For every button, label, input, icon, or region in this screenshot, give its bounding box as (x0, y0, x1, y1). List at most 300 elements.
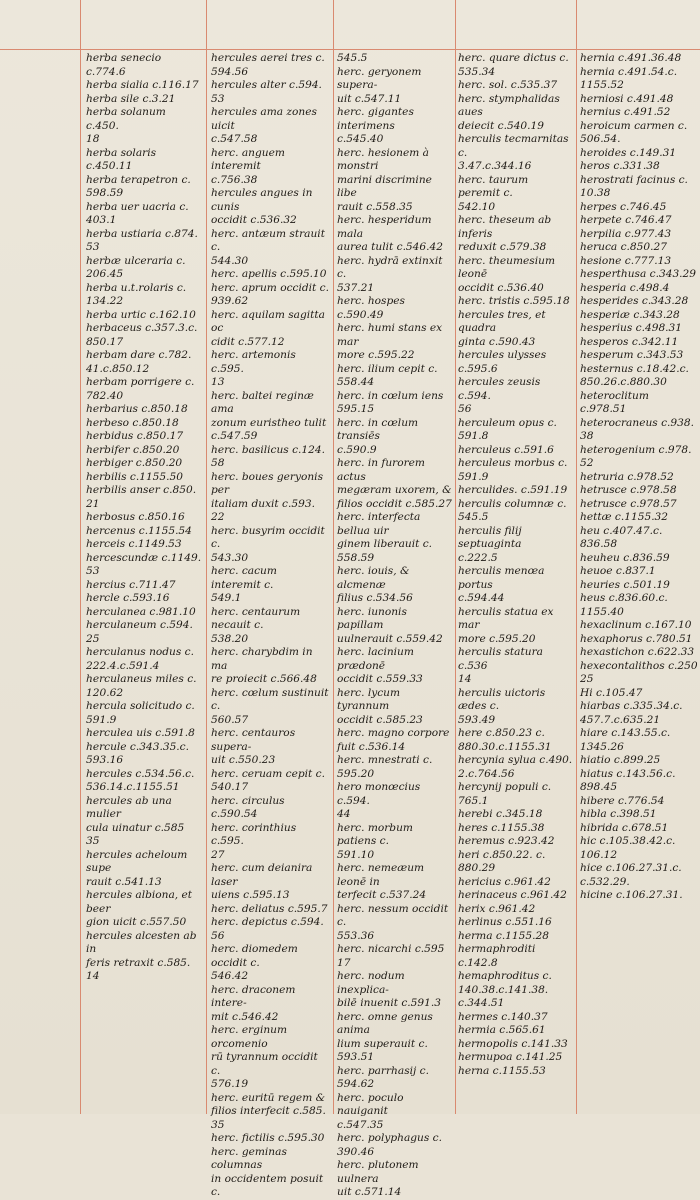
index-entry-line: hesperthusa c.343.29 (580, 268, 697, 280)
index-column-4 (458, 52, 573, 1078)
index-entry-line: herna c.1155.53 (458, 1064, 546, 1077)
index-entry-line: herculaneum c.594. (86, 619, 193, 631)
index-entry-line: herpete c.746.47 (580, 214, 672, 226)
index-entry-line: herculis statura c.536 (458, 646, 547, 672)
index-entry-line: hibla c.398.51 (580, 808, 657, 820)
index-entry-line: 545.5 (458, 511, 489, 523)
index-entry-line: 535.34 (458, 65, 496, 78)
index-entry-line: herba urtic c.162.10 (86, 308, 196, 321)
index-entry-line: herc. centauros supera- (211, 727, 299, 753)
index-entry-line: ginem liberauit c. (337, 538, 433, 550)
index-entry-line: marini discrimine libe (337, 173, 436, 199)
index-entry-line: occidit c.536.40 (458, 281, 544, 294)
index-entry-line: c.590.9 (337, 443, 377, 456)
index-entry-line: c.547.35 (337, 1118, 384, 1131)
index-entry-line: herc. depictus c.594. (211, 916, 324, 928)
index-entry-line: hercules aerei tres c. (211, 52, 325, 64)
index-entry-line: megæram uxorem, & (337, 484, 452, 496)
index-entry-line: herba ustiaria c.874. (86, 227, 198, 240)
index-entry-line: aurea tulit c.546.42 (337, 241, 444, 253)
index-entry-line: c.344.51 (458, 997, 505, 1009)
index-entry-line: hesperiæ c.343.28 (580, 308, 680, 321)
index-entry-line: 14 (458, 673, 472, 685)
index-entry-line: 939.62 (211, 295, 249, 307)
index-entry-line: herbeso c.850.18 (86, 416, 179, 429)
index-entry-line: gion uicit c.557.50 (86, 916, 187, 928)
index-entry-line: heremus c.923.42 (458, 835, 555, 847)
index-entry-line: herbosus c.850.16 (86, 511, 185, 523)
index-entry-line: 1155.52 (580, 79, 624, 91)
index-entry-line: hicine c.106.27.31. (580, 889, 683, 901)
index-entry-line: herc. poculo nauiganit (337, 1091, 407, 1117)
index-entry-line: c.547.59 (211, 430, 258, 442)
index-entry-line: 542.10 (458, 200, 496, 213)
index-entry-line: Hi c.105.47 (580, 686, 643, 699)
index-entry-line: 13 (211, 376, 225, 388)
index-entry-line: herba sialia c.116.17 (86, 79, 199, 91)
index-entry-line: hercules ama zones uicit (211, 106, 321, 132)
index-entry-line: hiarbas c.335.34.c. (580, 700, 683, 712)
index-entry-line: herc. taurum peremit c. (458, 173, 532, 199)
index-entry-line: uit c.550.23 (211, 754, 276, 766)
index-entry-line: hemaphroditus c. (458, 970, 552, 982)
index-entry-line: 53 (86, 241, 100, 253)
index-entry-line: hetruria c.978.52 (580, 470, 674, 483)
index-entry-line: zonum euristheo tulit (211, 416, 327, 429)
index-entry-line: 18 (86, 133, 100, 145)
index-entry-line: herc. nicarchi c.595 (337, 943, 445, 955)
column-ruling-5 (576, 0, 577, 1114)
index-entry-line: 593.16 (86, 754, 124, 766)
index-entry-line: fuit c.536.14 (337, 740, 406, 753)
index-entry-line: cidit c.577.12 (211, 335, 285, 348)
index-entry-line: hercenus c.1155.54 (86, 524, 192, 537)
index-entry-line: occidit c.559.33 (337, 673, 423, 685)
index-entry-line: herc. busyrim occidit c. (211, 524, 329, 550)
index-entry-line: 595.20 (337, 767, 375, 780)
index-entry-line: 120.62 (86, 686, 124, 699)
index-entry-line: 56 (458, 403, 472, 415)
index-entry-line: herix c.961.42 (458, 902, 536, 915)
index-entry-line: c.545.40 (337, 133, 384, 145)
index-entry-line: 1155.40 (580, 605, 624, 618)
index-entry-line: 52 (580, 457, 594, 469)
index-entry-line: herba solaris c.450.11 (86, 146, 160, 172)
index-entry-line: hermes c.140.37 (458, 1010, 548, 1023)
index-entry-line: herc. antæum strauit c. (211, 227, 329, 253)
index-entry-line: herculeus c.591.6 (458, 443, 554, 456)
index-entry-line: herba solanum c.450. (86, 106, 170, 132)
index-entry-line: uulnerauit c.559.42 (337, 632, 443, 645)
index-entry-line: herbam dare c.782. (86, 349, 192, 361)
index-entry-line: 537.21 (337, 281, 375, 294)
index-entry-line: hercules ab una mulier (86, 794, 176, 820)
index-entry-line: heuheu c.836.59 (580, 551, 670, 564)
index-entry-line: herc. in cœlum iens (337, 389, 444, 402)
index-entry-line: herba uer uacria c. (86, 200, 189, 213)
index-entry-line: hermupoa c.141.25 (458, 1051, 563, 1063)
index-entry-line: occidit c.536.32 (211, 214, 297, 226)
index-entry-line: 53 (86, 565, 100, 577)
index-entry-line: 591.9 (86, 713, 117, 726)
index-entry-line: heuoe c.837.1 (580, 565, 656, 577)
index-entry-line: 1345.26 (580, 740, 624, 753)
index-entry-line: heterocraneus c.938. (580, 416, 694, 429)
index-entry-line: herc. lycum tyrannum (337, 686, 404, 712)
index-entry-line: occidit c.585.23 (337, 713, 423, 726)
index-entry-line: herlinus c.551.16 (458, 916, 552, 928)
index-entry-line: 543.30 (211, 551, 249, 564)
index-entry-line: herc. ceruam cepit c. (211, 767, 325, 780)
index-entry-line: filios occidit c.585.27 (337, 497, 452, 510)
index-entry-line: herculanus nodus c. (86, 646, 194, 658)
index-entry-line: more c.595.22 (337, 349, 415, 361)
index-entry-line: herpilia c.977.43 (580, 227, 672, 240)
index-entry-line: hernia c.491.54.c. (580, 65, 678, 78)
index-entry-line: 25 (86, 632, 100, 645)
index-entry-line: 403.1 (86, 214, 117, 226)
index-column-2 (211, 52, 332, 1200)
index-entry-line: herc. aquilam sagitta oc (211, 308, 329, 334)
index-entry-line: herc. charybdim in ma (211, 646, 316, 672)
index-entry-line: 782.40 (86, 389, 124, 402)
index-entry-line: hiatus c.143.56.c. (580, 767, 676, 780)
column-ruling-4 (455, 0, 456, 1114)
index-entry-line: uit c.547.11 (337, 92, 402, 105)
index-entry-line: 836.58 (580, 538, 618, 550)
index-entry-line: re proiecit c.566.48 (211, 673, 317, 685)
index-entry-line: italiam duxit c.593. (211, 497, 315, 510)
index-entry-line: hexastichon c.622.33 (580, 646, 695, 658)
column-ruling-3 (333, 0, 334, 1114)
index-entry-line: herculis columnæ c. (458, 497, 567, 510)
index-entry-line: herbam porrigere c. (86, 376, 195, 388)
index-entry-line: herc. diomedem occidit c. (211, 943, 302, 969)
index-entry-line: here c.850.23 c. (458, 727, 545, 739)
index-entry-line: 546.42 (211, 970, 249, 982)
index-entry-line: 545.5 (337, 52, 368, 64)
index-entry-line: herculides. c.591.19 (458, 484, 568, 496)
index-entry-line: 549.1 (211, 592, 242, 604)
index-entry-line: herc. erginum orcomenio (211, 1024, 291, 1050)
index-entry-line: herpes c.746.45 (580, 200, 667, 213)
index-entry-line: herba senecio c.774.6 (86, 52, 165, 78)
index-entry-line: 765.1 (458, 794, 489, 807)
index-entry-line: filios interfecit c.585. (211, 1105, 326, 1117)
index-entry-line: hernius c.491.52 (580, 106, 671, 118)
index-entry-line: herc. hospes c.590.49 (337, 295, 409, 321)
index-entry-line: 598.59 (86, 187, 124, 199)
index-entry-line: hercle c.593.16 (86, 592, 170, 604)
index-entry-line: 880.30.c.1155.31 (458, 740, 552, 753)
index-entry-line: terfecit c.537.24 (337, 889, 427, 901)
index-entry-line: 880.29 (458, 862, 496, 874)
index-entry-line: herc. draconem intere- (211, 983, 299, 1009)
index-entry-line: herculanea c.981.10 (86, 605, 196, 618)
index-entry-line: herc. geryonem supera- (337, 65, 425, 91)
index-entry-line: 21 (86, 497, 100, 510)
index-entry-line: herc. plutonem uulnera (337, 1159, 422, 1185)
index-entry-line: hercule c.343.35.c. (86, 740, 189, 753)
index-entry-line: hercescundæ c.1149. (86, 551, 202, 564)
index-entry-line: 544.30 (211, 254, 249, 267)
index-entry-line: herc. omne genus anima (337, 1010, 437, 1036)
index-entry-line: hermaphroditi c.142.8 (458, 943, 539, 969)
index-entry-line: 206.45 (86, 268, 124, 280)
index-entry-line: deiecit c.540.19 (458, 119, 545, 132)
index-entry-line: herc. boues geryonis per (211, 470, 327, 496)
column-ruling-1 (80, 0, 81, 1114)
index-entry-line: herc. iunonis papillam (337, 605, 411, 631)
index-entry-line: 595.15 (337, 403, 375, 415)
index-entry-line: 222.4.c.591.4 (86, 659, 160, 672)
index-entry-line: herbaceus c.357.3.c. (86, 322, 198, 334)
index-entry-line: herc. deliatus c.595.7 (211, 902, 328, 915)
index-entry-line: herbarius c.850.18 (86, 403, 188, 415)
index-entry-line: 558.44 (337, 376, 375, 388)
index-entry-line: herc. in cœlum transiēs (337, 416, 422, 442)
index-entry-line: herc. polyphagus c. (337, 1132, 442, 1144)
index-entry-line: uit c.571.14 (337, 1186, 402, 1198)
index-entry-line: hesperides c.343.28 (580, 295, 689, 307)
index-entry-line: hercules acheloum supe (86, 848, 191, 874)
index-entry-line: hesperum c.343.53 (580, 349, 684, 361)
index-entry-line: herbilis anser c.850. (86, 484, 197, 496)
index-entry-line: herc. sol. c.535.37 (458, 79, 558, 91)
index-entry-line: c.594.44 (458, 592, 505, 604)
index-entry-line: hetrusce c.978.57 (580, 497, 677, 510)
index-entry-line: herma c.1155.28 (458, 929, 549, 942)
index-entry-line: heres c.1155.38 (458, 821, 545, 834)
index-entry-line: herc. theumesium leonē (458, 254, 559, 280)
index-entry-line: herc. humi stans ex mar (337, 322, 446, 348)
index-entry-line: heruca c.850.27 (580, 241, 667, 253)
index-entry-line: 41.c.850.12 (86, 362, 150, 375)
index-entry-line: herc. euritū regem & (211, 1091, 326, 1104)
index-column-1 (86, 52, 202, 984)
index-entry-line: hercula solicitudo c. (86, 700, 195, 712)
index-entry-line: herc. anguem interemit (211, 146, 289, 172)
index-entry-line: hercius c.711.47 (86, 578, 176, 591)
index-entry-line: herc. ilium cepit c. (337, 362, 438, 375)
index-entry-line: herebi c.345.18 (458, 808, 543, 820)
index-entry-line: hermopolis c.141.33 (458, 1037, 568, 1050)
index-entry-line: ginta c.590.43 (458, 335, 536, 348)
index-entry-line: 558.59 (337, 551, 375, 564)
index-entry-line: hercules ulysses c.595.6 (458, 349, 550, 375)
index-entry-line: 506.54. (580, 133, 621, 145)
index-entry-line: herc. quare dictus c. (458, 52, 569, 64)
index-entry-line: hesperia c.498.4 (580, 281, 670, 294)
index-entry-line: 35 (86, 835, 100, 847)
index-entry-line: more c.595.20 (458, 632, 536, 645)
index-entry-line: feris retraxit c.585. (86, 956, 191, 969)
index-entry-line: hesternus c.18.42.c. (580, 362, 689, 375)
index-entry-line: herc. hydrā extinxit c. (337, 254, 446, 280)
index-entry-line: herc. parrhasij c. (337, 1064, 429, 1077)
index-entry-line: herc. morbum patiens c. (337, 821, 417, 847)
index-entry-line: herc. in furorem actus (337, 457, 429, 483)
index-entry-line: herc. basilicus c.124. (211, 443, 325, 456)
index-entry-line: hice c.106.27.31.c. (580, 862, 682, 874)
index-entry-line: 594.62 (337, 1078, 375, 1090)
index-entry-line: hibrida c.678.51 (580, 821, 669, 834)
index-entry-line: hesperius c.498.31 (580, 322, 683, 334)
index-entry-line: herbidus c.850.17 (86, 430, 184, 442)
index-entry-line: hermia c.565.61 (458, 1024, 546, 1036)
index-entry-line: 591.8 (458, 430, 489, 442)
index-entry-line: herc. theseum ab inferis (458, 214, 555, 240)
index-entry-line: c.547.58 (211, 133, 258, 145)
index-entry-line: herc. corinthius c.595. (211, 821, 300, 847)
index-entry-line: herceis c.1149.53 (86, 538, 182, 550)
index-entry-line: rū tyrannum occidit c. (211, 1051, 322, 1077)
index-entry-line: herc. interfecta bellua uir (337, 511, 424, 537)
index-entry-line: hetrusce c.978.58 (580, 484, 677, 496)
index-entry-line: in occidentem posuit c. (211, 1172, 327, 1198)
index-entry-line: herbiger c.850.20 (86, 457, 183, 469)
index-entry-line: heroides c.149.31 (580, 146, 677, 159)
index-entry-line: hexaphorus c.780.51 (580, 632, 693, 645)
index-entry-line: hercules zeusis c.594. (458, 376, 544, 402)
index-entry-line: heri c.850.22. c. (458, 848, 546, 861)
index-entry-line: herc. lacinium prædonē (337, 646, 418, 672)
index-entry-line: bilē inuenit c.591.3 (337, 997, 441, 1009)
index-entry-line: reduxit c.579.38 (458, 241, 547, 253)
index-entry-line: hexecontalithos c.250 (580, 659, 698, 672)
index-entry-line: 106.12 (580, 848, 618, 861)
index-entry-line: herc. baltei reginæ ama (211, 389, 318, 415)
index-entry-line: hettæ c.1155.32 (580, 511, 669, 523)
index-entry-line: herc. geminas columnas (211, 1145, 291, 1171)
index-entry-line: herc. mnestrati c. (337, 754, 433, 766)
index-entry-line: hercules albiona, et beer (86, 889, 196, 915)
index-entry-line: herc. nodum inexplica- (337, 970, 409, 996)
index-entry-line: 591.10 (337, 848, 375, 861)
index-entry-line: hibere c.776.54 (580, 794, 665, 807)
index-entry-line: herculis tecmarnitas c. (458, 133, 572, 159)
index-entry-line: herc. nessum occidit c. (337, 902, 452, 928)
index-entry-line: herc. gigantes interimens (337, 106, 418, 132)
index-entry-line: herc. iouis, & alcmenæ (337, 565, 413, 591)
index-entry-line: hernia c.491.36.48 (580, 52, 682, 64)
index-entry-line: herc. cœlum sustinuit c. (211, 686, 332, 712)
index-entry-line: 14 (86, 970, 100, 982)
index-entry-line: herc. fictilis c.595.30 (211, 1132, 325, 1144)
index-entry-line: herostrati facinus c. (580, 173, 688, 186)
index-entry-line: herc. stymphalidas aues (458, 92, 564, 118)
index-entry-line: herculis uictoris ædes c. (458, 686, 549, 712)
index-entry-line: hercules alcesten ab in (86, 929, 200, 955)
index-entry-line: herc. tristis c.595.18 (458, 295, 570, 307)
index-entry-line: c.532.29. (580, 875, 630, 888)
index-entry-line: c.756.38 (211, 173, 258, 186)
index-entry-line: 140.38.c.141.38. (458, 983, 549, 996)
index-entry-line: 10.38 (580, 187, 611, 199)
index-entry-line: 457.7.c.635.21 (580, 713, 661, 726)
index-entry-line: 25 (580, 673, 594, 685)
index-entry-line: herc. circulus c.590.54 (211, 794, 288, 820)
index-entry-line: 134.22 (86, 295, 124, 307)
index-entry-line: hiare c.143.55.c. (580, 727, 671, 739)
index-entry-line: herba terapetron c. (86, 173, 191, 186)
column-ruling-2 (206, 0, 207, 1114)
index-entry-line: herc. nemeæum leonē in (337, 862, 428, 888)
index-entry-line: 22 (211, 511, 225, 523)
index-entry-line: hesione c.777.13 (580, 254, 672, 267)
index-entry-line: 591.9 (458, 470, 489, 483)
index-column-5 (580, 52, 698, 903)
index-entry-line: 850.26.c.880.30 (580, 376, 667, 388)
index-entry-line: c.222.5 (458, 551, 498, 564)
index-entry-line: 540.17 (211, 781, 249, 793)
index-entry-line: hesperos c.342.11 (580, 335, 679, 348)
index-entry-line: herba u.t.rolaris c. (86, 281, 187, 294)
index-entry-line: heuries c.501.19 (580, 578, 670, 591)
index-entry-line: herba sile c.3.21 (86, 92, 176, 105)
index-entry-line: 44 (337, 808, 351, 820)
index-entry-line: 2.c.764.56 (458, 767, 515, 780)
index-entry-line: heteroclitum c.978.51 (580, 389, 653, 415)
index-entry-line: lium superauit c. (337, 1037, 428, 1050)
index-entry-line: 593.49 (458, 713, 496, 726)
index-entry-line: hercules tres, et quadra (458, 308, 550, 334)
index-entry-line: 390.46 (337, 1145, 375, 1158)
index-entry-line: heros c.331.38 (580, 160, 660, 172)
index-entry-line: 536.14.c.1155.51 (86, 781, 180, 793)
top-ruling-line (0, 49, 700, 50)
index-entry-line: 850.17 (86, 335, 124, 348)
index-entry-line: 538.20 (211, 632, 249, 645)
index-entry-line: 53 (211, 92, 225, 105)
index-entry-line: hercynia sylua c.490. (458, 754, 573, 766)
index-column-3 (337, 52, 452, 1200)
index-entry-line: hero monœcius c.594. (337, 781, 424, 807)
index-entry-line: 3.47.c.344.16 (458, 160, 532, 172)
index-entry-line: 35 (211, 1118, 225, 1131)
index-entry-line: herc. hesperidum mala (337, 214, 435, 240)
index-entry-line: herbilis c.1155.50 (86, 470, 184, 483)
index-entry-line: 58 (211, 457, 225, 469)
index-entry-line: 38 (580, 430, 594, 442)
index-entry-line: herbifer c.850.20 (86, 443, 180, 456)
index-entry-line: hercules c.534.56.c. (86, 767, 195, 780)
index-entry-line: 27 (211, 848, 225, 861)
index-entry-line: uiens c.595.13 (211, 889, 290, 901)
index-entry-line: herculis filij septuaginta (458, 524, 525, 550)
index-entry-line: herc. apellis c.595.10 (211, 268, 327, 280)
index-entry-line: 594.56 (211, 65, 249, 78)
index-entry-line: hiatio c.899.25 (580, 754, 661, 766)
index-entry-line: herculeus morbus c. (458, 457, 568, 469)
index-entry-line: heus c.836.60.c. (580, 592, 668, 604)
index-entry-line: 576.19 (211, 1078, 249, 1090)
index-entry-line: hericius c.961.42 (458, 875, 551, 888)
index-entry-line: herc. aprum occidit c. (211, 281, 329, 294)
index-entry-line: rauit c.541.13 (86, 875, 162, 888)
index-entry-line: 898.45 (580, 781, 618, 793)
index-entry-line: herculis statua ex mar (458, 605, 557, 631)
index-entry-line: herinaceus c.961.42 (458, 889, 567, 901)
index-entry-line: hercynij populi c. (458, 781, 552, 793)
index-entry-line: hercules alter c.594. (211, 79, 322, 91)
index-entry-line: heterogenium c.978. (580, 443, 692, 456)
index-entry-line: herc. hesionem à monstri (337, 146, 433, 172)
index-entry-line: herniosi c.491.48 (580, 92, 674, 105)
index-entry-line: hercules angues in cunis (211, 187, 316, 213)
index-entry-line: 560.57 (211, 713, 249, 726)
index-entry-line: herc. cacum interemit c. (211, 565, 281, 591)
